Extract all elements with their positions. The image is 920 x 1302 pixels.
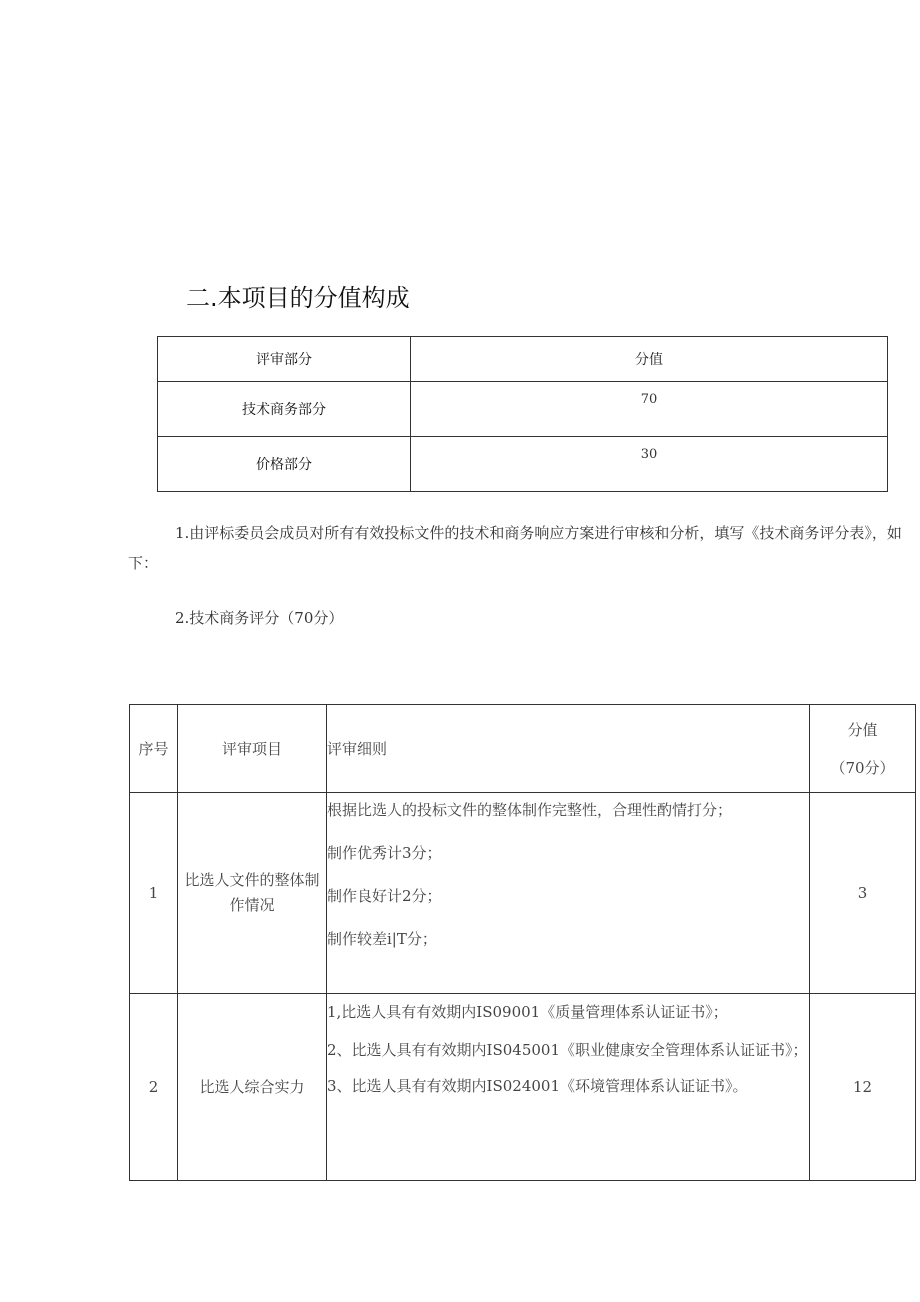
row-review-detail <box>327 994 810 1181</box>
header-review-part: 评审部分 <box>158 337 411 382</box>
header-score <box>810 705 916 793</box>
row-score: 3 <box>810 793 916 994</box>
detail-line: 制作较差i|T分； <box>327 930 437 948</box>
table-header-row <box>158 337 888 382</box>
header-score-total: （70分） <box>830 758 895 777</box>
row-score-value: 70 <box>411 382 888 437</box>
row-review-item: 比选人文件的整体制作情况 <box>178 793 327 994</box>
detail-line: 1,比选人具有有效期内IS09001《质量管理体系认证证书》； <box>327 1003 728 1021</box>
detail-line: 制作优秀计3分； <box>327 844 442 862</box>
table-header-row <box>130 705 916 793</box>
header-serial-no: 序号 <box>130 705 178 793</box>
row-part-label: 价格部分 <box>158 437 411 492</box>
detail-line: 根据比选人的投标文件的整体制作完整性，合理性酌情打分； <box>327 801 733 819</box>
section-title: 二.本项目的分值构成 <box>186 284 410 312</box>
row-review-item: 比选人综合实力 <box>178 994 327 1181</box>
table-row <box>130 793 916 994</box>
row-score-value: 30 <box>411 437 888 492</box>
header-review-detail: 评审细则 <box>327 705 810 793</box>
table-row <box>130 994 916 1181</box>
paragraph-evaluation-intro: 1.由评标委员会成员对所有有效投标文件的技术和商务响应方案进行审核和分析，填写《技术商务评分表》，如下： <box>128 524 902 572</box>
row-review-detail <box>327 793 810 994</box>
detail-line: 3、比选人具有有效期内IS024001《环境管理体系认证证书》。 <box>327 1077 748 1095</box>
row-part-label: 技术商务部分 <box>158 382 411 437</box>
row-serial-no: 2 <box>130 994 178 1181</box>
paragraph-tech-score-heading: 2.技术商务评分（70分） <box>175 609 344 627</box>
row-serial-no: 1 <box>130 793 178 994</box>
detail-line: 2、比选人具有有效期内IS045001《职业健康安全管理体系认证证书》； <box>327 1041 808 1059</box>
score-composition-table <box>157 336 888 492</box>
detail-line: 制作良好计2分； <box>327 887 442 905</box>
header-score-label: 分值 <box>847 720 878 739</box>
row-score: 12 <box>810 994 916 1181</box>
table-row <box>158 382 888 437</box>
table-row <box>158 437 888 492</box>
header-review-item: 评审项目 <box>178 705 327 793</box>
tech-business-score-table <box>129 704 916 1181</box>
header-score: 分值 <box>411 337 888 382</box>
